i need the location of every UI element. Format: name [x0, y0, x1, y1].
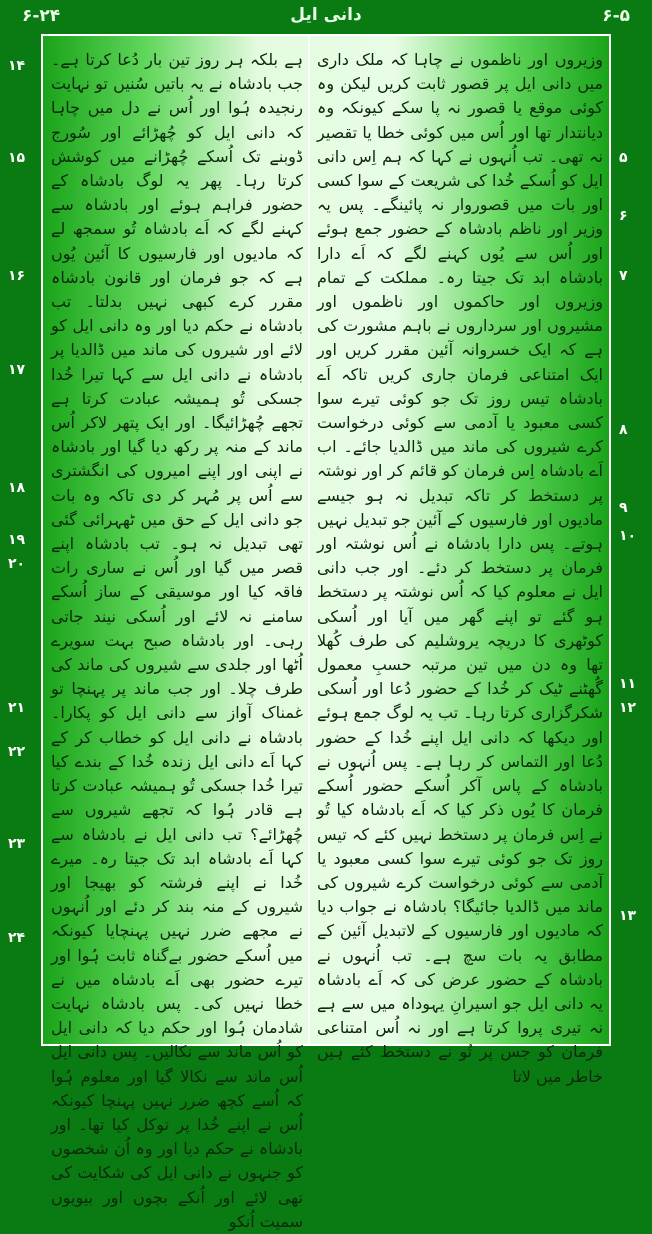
verse-number-24: ۲۴ [8, 930, 26, 946]
verse-number-14: ۱۴ [8, 58, 26, 74]
verse-number-8: ۸ [619, 422, 628, 438]
verse-number-5: ۵ [619, 150, 628, 166]
verse-number-11: ۱۱ [619, 676, 637, 692]
right-chapter-reference: ۶-۵ [602, 6, 630, 26]
column-divider [308, 36, 310, 1044]
left-text-column [51, 48, 303, 1234]
verse-number-19: ۱۹ [8, 532, 26, 548]
verse-number-20: ۲۰ [8, 556, 26, 572]
verse-number-6: ۶ [619, 208, 628, 224]
book-title: دانی ایل [290, 5, 362, 25]
verse-number-18: ۱۸ [8, 480, 26, 496]
page-header [0, 0, 652, 34]
verse-number-9: ۹ [619, 500, 628, 516]
verse-number-21: ۲۱ [8, 700, 26, 716]
left-column-text: ہے بلکہ ہر روز تین بار دُعا کرتا ہے۔ جب بادشاہ نے یہ باتیں سُنیں تو نہایت رنجیدہ ہُوا اور اُس نے دل میں چاہا کہ دانی ایل کو چُھڑائے اور سُورج ڈوبنے تک اُسکے چُھڑانے میں کوشش کرتا رہا۔ پھر یہ لوگ بادشاہ کے حضور فراہم ہوئے اور بادشاہ سے کہنے لگے کہ اَے بادشاہ تُو سمجھ لے کہ مادیوں اور فارسیوں کا آئین یُوں ہے کہ جو فرمان اور قانون بادشاہ مقرر کرے کبھی نہیں بدلتا۔ تب بادشاہ نے حکم دیا اور وہ دانی ایل کو لائے اور شیروں کی ماند میں ڈالدیا پر بادشاہ نے دانی ایل سے کہا تیرا خُدا جسکی تُو ہمیشہ عبادت کرتا ہے تجھے چُھڑائیگا۔ اور ایک پتھر لاکر اُس ماند کے منہ پر رکھ دیا گیا اور بادشاہ نے اپنی اور اپنے امیروں کی انگشتری سے اُس پر مُہر کر دی تاکہ وہ بات جو دانی ایل کے حق میں ٹھہرائی گئی تھی تبدیل نہ ہو۔ تب بادشاہ اپنے قصر میں گیا اور اُس نے ساری رات فاقہ کیا اور موسیقی کے ساز اُسکے سامنے نہ لائے اور اُسکی نیند جاتی رہی۔ اور بادشاہ صبح بہت سویرے اُٹھا اور جلدی سے شیروں کی ماند کی طرف چلا۔ اور جب ماند پر پہنچا تو غمناک آواز سے دانی ایل کو پکارا۔ بادشاہ نے دانی ایل کو خطاب کر کے کہا اَے دانی ایل زندہ خُدا کے بندے کیا تیرا خُدا جسکی تُو ہمیشہ عبادت کرتا ہے قادر ہُوا کہ تجھے شیروں سے چُھڑائے؟ تب دانی ایل نے بادشاہ سے کہا اَے بادشاہ ابد تک جیتا رہ۔ میرے خُدا نے اپنے فرشتہ کو بھیجا اور شیروں کے منہ بند کر دئے اور اُنہوں نے مجھے ضرر نہیں پہنچایا کیونکہ میں اُسکے حضور بےگناہ ثابت ہُوا اور تیرے حضور بھی اَے بادشاہ میں نے خطا نہیں کی۔ پس بادشاہ نہایت شادمان ہُوا اور حکم دیا کہ دانی ایل کو اُس ماند سے نکالیں۔ پس دانی ایل اُس ماند سے نکالا گیا اور معلوم ہُوا کہ اُسے کچھ ضرر نہیں پہنچا کیونکہ اُس نے اپنے خُدا پر توکل کیا تھا۔ اور بادشاہ نے حکم دیا اور وہ اُن شخصوں کو جنہوں نے دانی ایل کی شکایت کی تھی لائے اور اُنکے بچوں اور بیویوں سمیت اُنکو [51, 50, 303, 1231]
right-column-text: وزیروں اور ناظموں نے چاہا کہ ملک داری میں دانی ایل پر قصور ثابت کریں لیکن وہ کوئی موقع یا قصور نہ پا سکے کیونکہ وہ دیانتدار تھا اور اُس میں کوئی خطا یا تقصیر نہ تھی۔ تب اُنہوں نے کہا کہ ہم اِس دانی ایل کو اُسکے خُدا کی شریعت کے سوا کسی اور بات میں قصوروار نہ پائینگے۔ پس یہ وزیر اور ناظم بادشاہ کے حضور جمع ہوئے اور اُس سے یُوں کہنے لگے کہ اَے دارا بادشاہ ابد تک جیتا رہ۔ مملکت کے تمام وزیروں اور حاکموں اور ناظموں اور مشیروں اور سرداروں نے باہم مشورت کی ہے کہ ایک خسروانہ آئین مقرر کریں اور ایک امتناعی فرمان جاری کریں تاکہ اَے بادشاہ تیس روز تک جو کوئی تیرے سوا کسی معبود یا آدمی سے کوئی درخواست کرے شیروں کی ماند میں ڈالدیا جائے۔ اب اَے بادشاہ اِس فرمان کو قائم کر اور نوشتہ پر دستخط کر تاکہ تبدیل نہ ہو جیسے مادیوں اور فارسیوں کے آئین جو تبدیل نہیں ہوتے۔ پس دارا بادشاہ نے اُس نوشتہ اور فرمان پر دستخط کر دئے۔ اور جب دانی ایل نے معلوم کیا کہ اُس نوشتہ پر دستخط ہو گئے تو اپنے گھر میں آیا اور اُسکی کوٹھری کا دریچہ یروشلیم کی طرف کُھلا تھا وہ دن میں تین مرتبہ حسبِ معمول گُھٹنے ٹیک کر خُدا کے حضور دُعا اور اُسکی شکرگزاری کرتا رہا۔ تب یہ لوگ جمع ہوئے اور دیکھا کہ دانی ایل اپنے خُدا کے حضور دُعا اور التماس کر رہا ہے۔ پس اُنہوں نے بادشاہ کے پاس آکر اُسکے حضور اُسکے فرمان کا یُوں ذکر کیا کہ اَے بادشاہ کیا تُو نے اِس فرمان پر دستخط نہیں کئے کہ تیس روز تک جو کوئی تیرے سوا کسی معبود یا آدمی سے کوئی درخواست کرے شیروں کی ماند میں ڈالدیا جائیگا؟ بادشاہ نے جواب دیا کہ مادیوں اور فارسیوں کے لاتبدیل آئین کے مطابق یہ بات سچ ہے۔ تب اُنہوں نے بادشاہ کے حضور عرض کی کہ اَے بادشاہ یہ دانی ایل جو اسیرانِ یہوداہ میں سے ہے نہ تیری پروا کرتا ہے اور نہ اُس امتناعی فرمان کو جس پر تُو نے دستخط کئے ہیں خاطر میں لاتا [317, 50, 603, 1086]
verse-number-13: ۱۳ [619, 908, 637, 924]
verse-number-10: ۱۰ [619, 528, 637, 544]
verse-number-22: ۲۲ [8, 744, 26, 760]
right-text-column [317, 48, 603, 1089]
verse-number-7: ۷ [619, 268, 628, 284]
left-chapter-reference: ۶-۲۴ [22, 6, 61, 26]
verse-number-23: ۲۳ [8, 836, 26, 852]
verse-number-17: ۱۷ [8, 362, 26, 378]
verse-number-15: ۱۵ [8, 150, 26, 166]
verse-number-16: ۱۶ [8, 268, 26, 284]
verse-number-12: ۱۲ [619, 700, 637, 716]
text-frame [41, 34, 611, 1231]
